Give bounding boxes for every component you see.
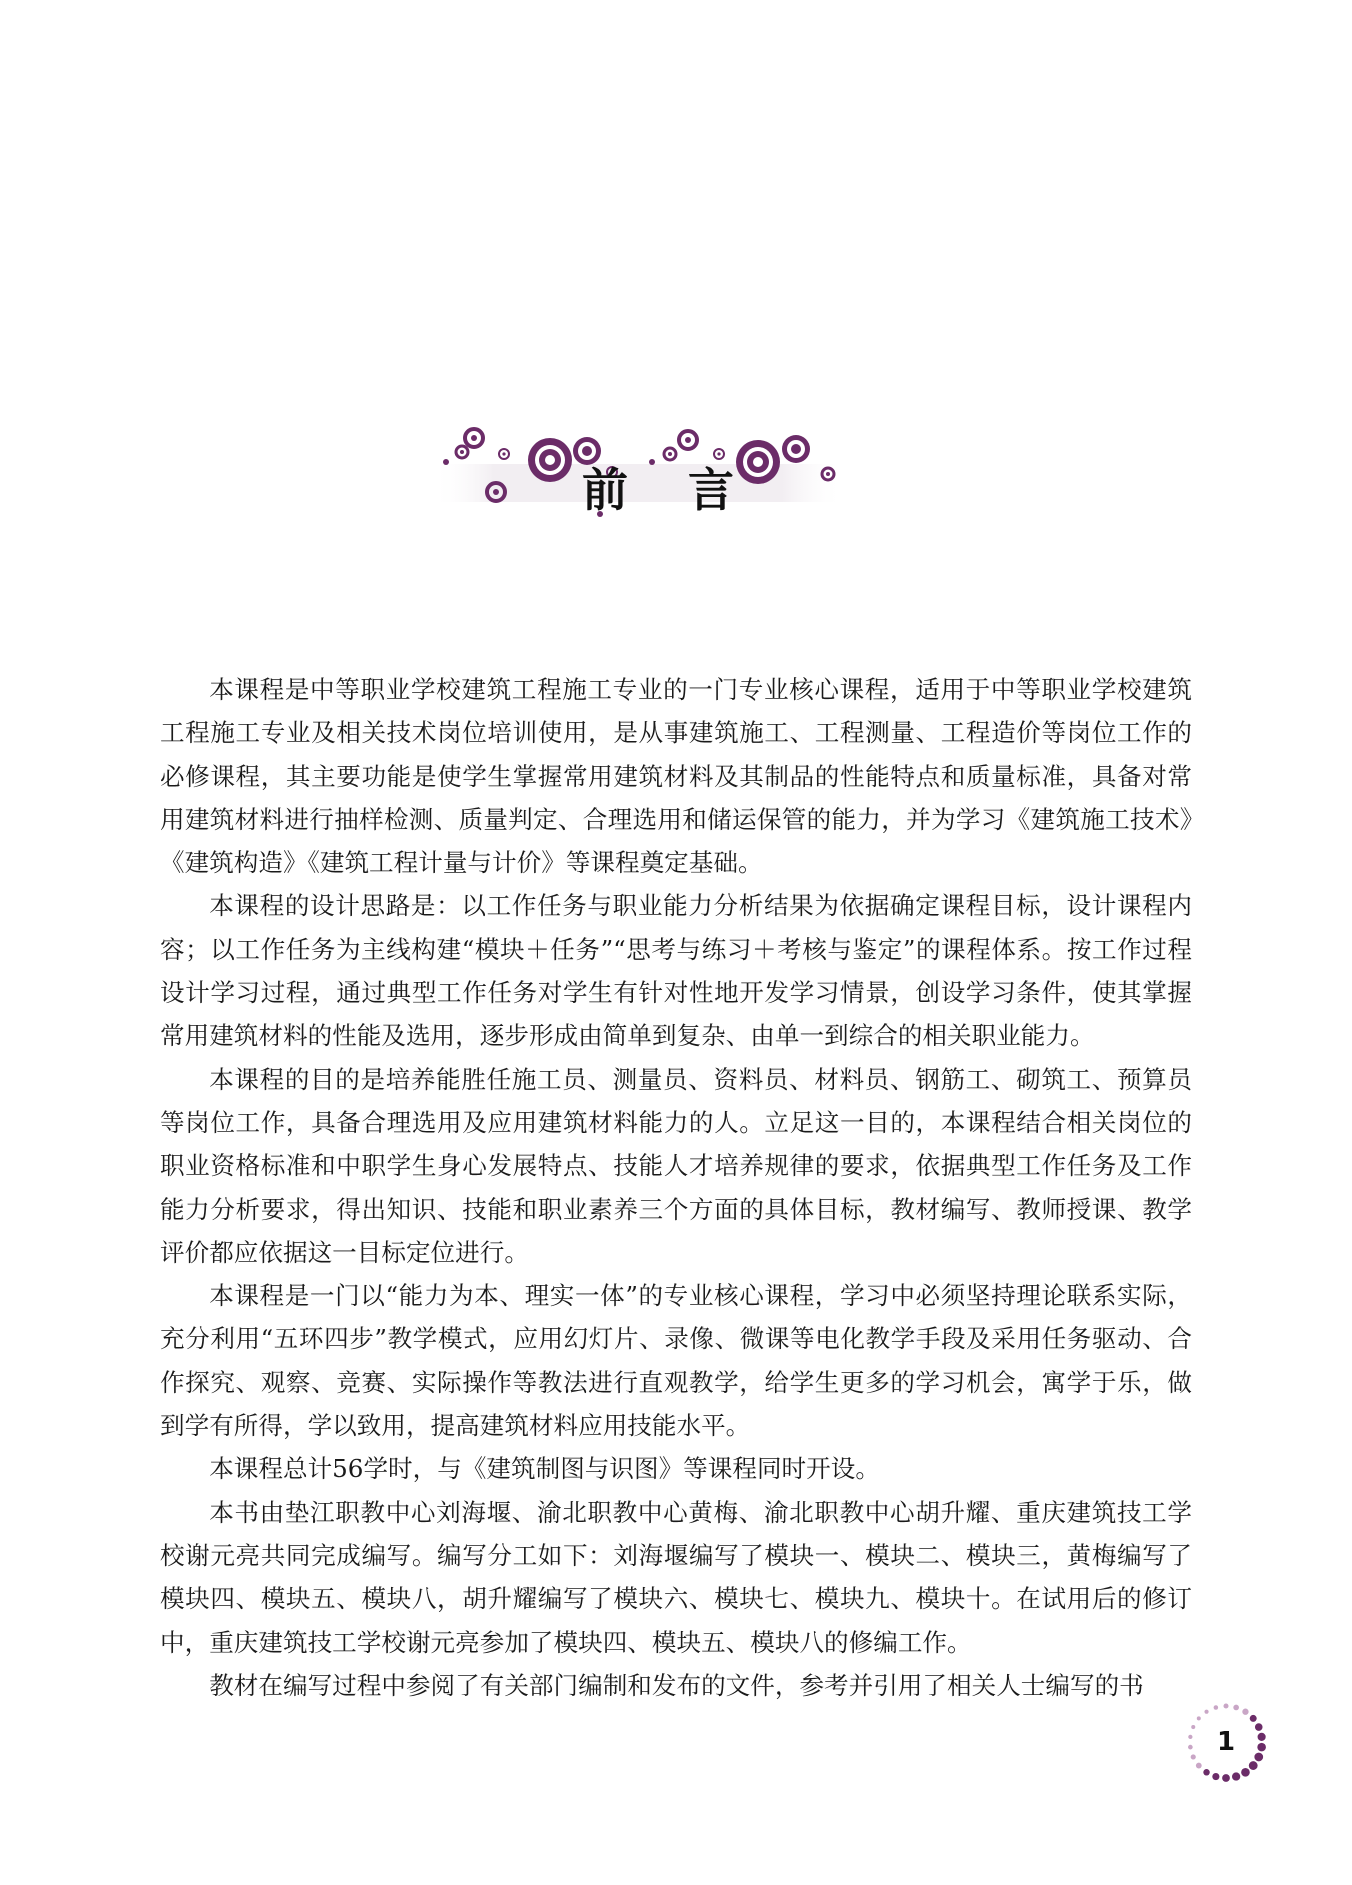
preface-heading-banner: [432, 424, 844, 520]
preface-body: [160, 668, 1192, 1707]
page-title: 前言: [582, 463, 794, 517]
paragraph: 教材在编写过程中参阅了有关部门编制和发布的文件，参考并引用了相关人士编写的书: [209, 1670, 1144, 1700]
page-number-badge: [1183, 1699, 1269, 1785]
paragraph: 本书由垫江职教中心刘海堰、渝北职教中心黄梅、渝北职教中心胡升耀、重庆建筑技工学校谢元亮共同完成编写。编写分工如下：刘海堰编写了模块一、模块二、模块三，黄梅编写了模块四、模块五、模块八，胡升耀编写了模块六、模块七、模块九、模块十。在试用后的修订中，重庆建筑技工学校谢元亮参加了模块四、模块五、模块八的修编工作。: [160, 1497, 1192, 1657]
paragraph: 本课程是一门以“能力为本、理实一体”的专业核心课程，学习中必须坚持理论联系实际，充分利用“五环四步”教学模式，应用幻灯片、录像、微课等电化教学手段及采用任务驱动、合作探究、观察、竞赛、实际操作等教法进行直观教学，给学生更多的学习机会，寓学于乐，做到学有所得，学以致用，提高建筑材料应用技能水平。: [160, 1281, 1192, 1441]
paragraph: 本课程总计56学时，与《建筑制图与识图》等课程同时开设。: [209, 1454, 880, 1484]
paragraph: 本课程的设计思路是：以工作任务与职业能力分析结果为依据确定课程目标，设计课程内容；以工作任务为主线构建“模块＋任务”“思考与练习＋考核与鉴定”的课程体系。按工作过程设计学习过程，通过典型工作任务对学生有针对性地开发学习情景，创设学习条件，使其掌握常用建筑材料的性能及选用，逐步形成由简单到复杂、由单一到综合的相关职业能力。: [160, 891, 1192, 1051]
paragraph: 本课程是中等职业学校建筑工程施工专业的一门专业核心课程，适用于中等职业学校建筑工程施工专业及相关技术岗位培训使用，是从事建筑施工、工程测量、工程造价等岗位工作的必修课程，其主要功能是使学生掌握常用建筑材料及其制品的性能特点和质量标准，具备对常用建筑材料进行抽样检测、质量判定、合理选用和储运保管的能力，并为学习《建筑施工技术》《建筑构造》《建筑工程计量与计价》等课程奠定基础。: [160, 675, 1192, 878]
page-number: 1: [1216, 1727, 1236, 1757]
paragraph: 本课程的目的是培养能胜任施工员、测量员、资料员、材料员、钢筋工、砌筑工、预算员等岗位工作，具备合理选用及应用建筑材料能力的人。立足这一目的，本课程结合相关岗位的职业资格标准和中职学生身心发展特点、技能人才培养规律的要求，依据典型工作任务及工作能力分析要求，得出知识、技能和职业素养三个方面的具体目标，教材编写、教师授课、教学评价都应依据这一目标定位进行。: [160, 1064, 1192, 1267]
